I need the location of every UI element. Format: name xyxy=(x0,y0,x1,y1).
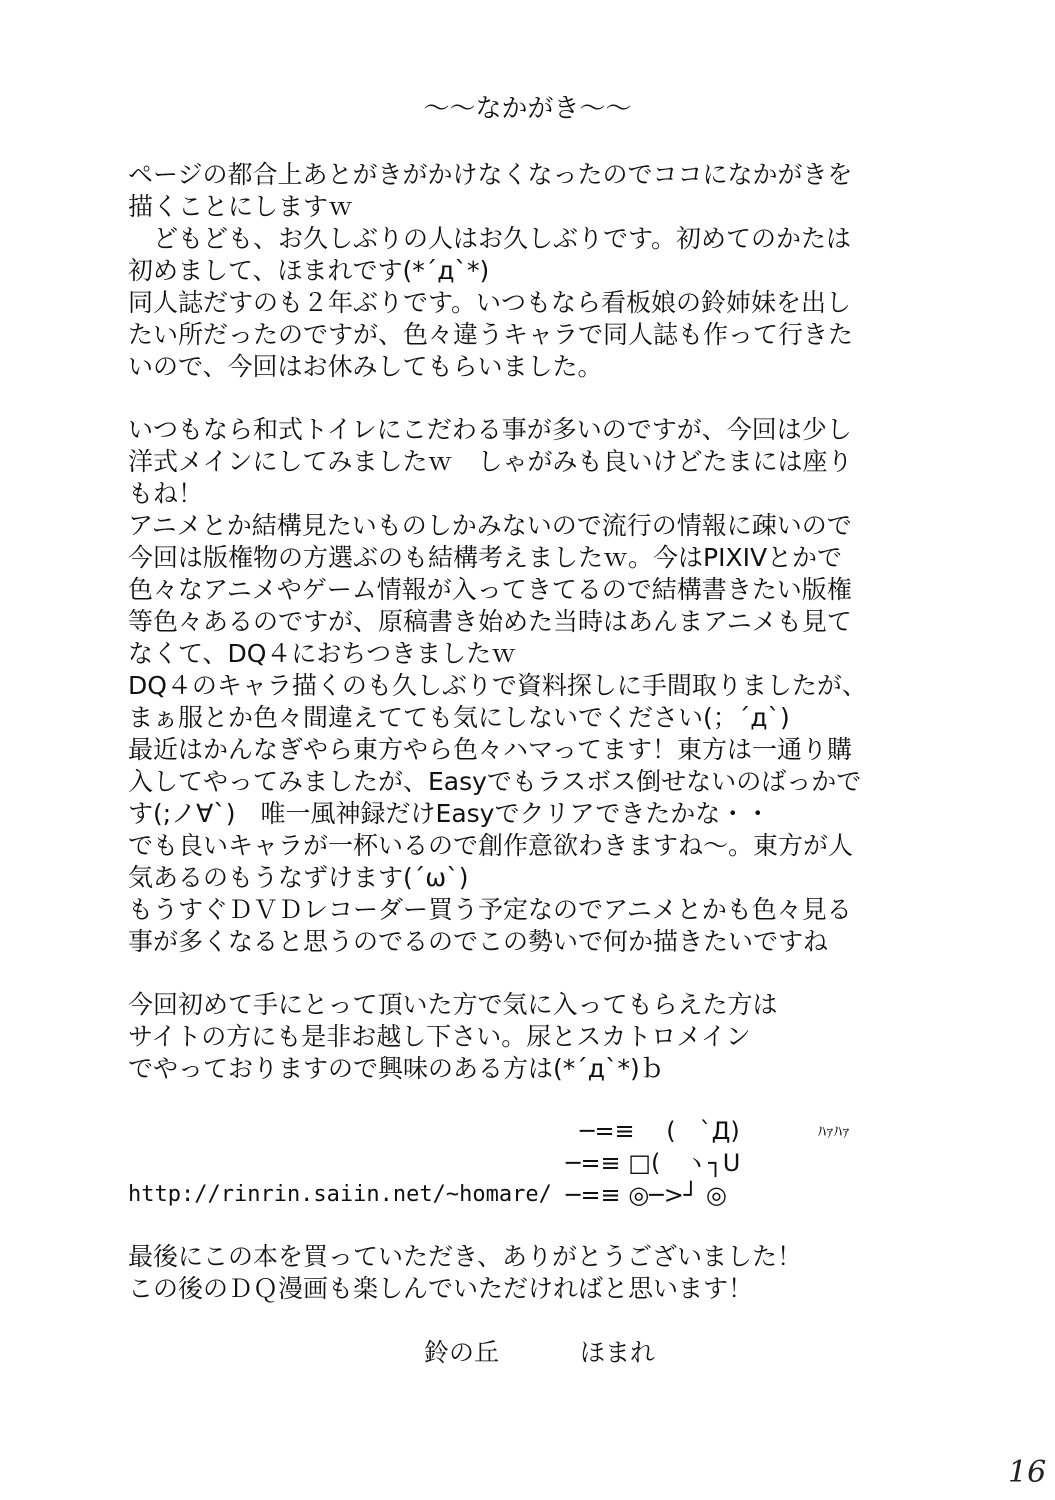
text-line: もうすぐＤＶＤレコーダー買う予定なのでアニメとかも色々見る xyxy=(128,895,852,924)
page-title: ～～なかがき～～ xyxy=(423,94,632,124)
text-line: アニメとか結構見たいものしかみないので流行の情報に疎いので xyxy=(128,511,852,540)
text-line: 気あるのもうなずけます(´ω`) xyxy=(128,863,469,892)
ascii-art-line: ─=≡ □( ヽ┐U xyxy=(566,1149,741,1177)
ascii-art-line: ─=≡ ( `Д) xyxy=(580,1117,740,1145)
ascii-art-line: ─=≡ ◎─>┘ ◎ xyxy=(566,1181,727,1209)
text-line: 初めまして、ほまれです(*´д`*) xyxy=(128,256,490,285)
text-line: す(;ノ∀`) 唯一風神録だけEasyでクリアできたかな・・ xyxy=(128,799,771,828)
text-line: 事が多くなると思うのでるのでこの勢いで何か描きたいですね xyxy=(128,927,829,956)
text-line: 最近はかんなぎやら東方やら色々ハマってます！東方は一通り購 xyxy=(128,735,853,764)
text-line: なくて、DQ４におちつきましたｗ xyxy=(128,639,517,668)
text-line: ページの都合上あとがきがかけなくなったのでココになかがきを xyxy=(128,160,853,189)
text-line: 描くことにしますｗ xyxy=(128,192,354,221)
text-line: 今回初めて手にとって頂いた方で気に入ってもらえた方は xyxy=(128,990,778,1019)
text-line: 等色々あるのですが、原稿書き始めた当時はあんまアニメも見て xyxy=(128,607,852,636)
text-line: 入してやってみましたが、Easyでもラスボス倒せないのばっかで xyxy=(128,767,862,796)
text-line: サイトの方にも是非お越し下さい。尿とスカトロメイン xyxy=(128,1022,751,1051)
text-line: まぁ服とか色々間違えてても気にしないでください(；´д`) xyxy=(128,703,790,732)
text-line: いので、今回はお休みしてもらいました。 xyxy=(128,352,603,381)
text-line: 同人誌だすのも２年ぶりです。いつもなら看板娘の鈴姉妹を出し xyxy=(128,288,852,317)
text-line: 色々なアニメやゲーム情報が入ってきてるので結構書きたい版権 xyxy=(128,575,852,604)
text-line: この後のＤＱ漫画も楽しんでいただければと思います！ xyxy=(128,1274,754,1303)
text-line: DQ４のキャラ描くのも久しぶりで資料探しに手間取りましたが、 xyxy=(128,671,867,700)
text-line: でも良いキャラが一杯いるので創作意欲わきますね～。東方が人 xyxy=(128,831,854,860)
text-line: いつもなら和式トイレにこだわる事が多いのですが、今回は少し xyxy=(128,415,852,444)
site-url[interactable]: http://rinrin.saiin.net/~homare/ xyxy=(128,1182,552,1207)
circle-name: 鈴の丘 xyxy=(424,1338,500,1367)
text-line: たい所だったのですが、色々違うキャラで同人誌も作って行きた xyxy=(128,320,854,349)
author-name: ほまれ xyxy=(580,1338,656,1367)
text-line: もね！ xyxy=(128,479,204,508)
text-line: 最後にこの本を買っていただき、ありがとうございました！ xyxy=(128,1242,803,1271)
page-number: 16 xyxy=(1008,1455,1047,1490)
text-line: 洋式メインにしてみましたｗ しゃがみも良いけどたまには座り xyxy=(128,447,853,476)
ascii-art-note: ﾊｧﾊｧ xyxy=(818,1122,851,1141)
text-line: どもども、お久しぶりの人はお久しぶりです。初めてのかたは xyxy=(128,224,852,253)
text-line: 今回は版権物の方選ぶのも結構考えましたｗ。今はPIXIVとかで xyxy=(128,543,843,572)
text-line: でやっておりますので興味のある方は(*´д`*)ｂ xyxy=(128,1054,665,1083)
